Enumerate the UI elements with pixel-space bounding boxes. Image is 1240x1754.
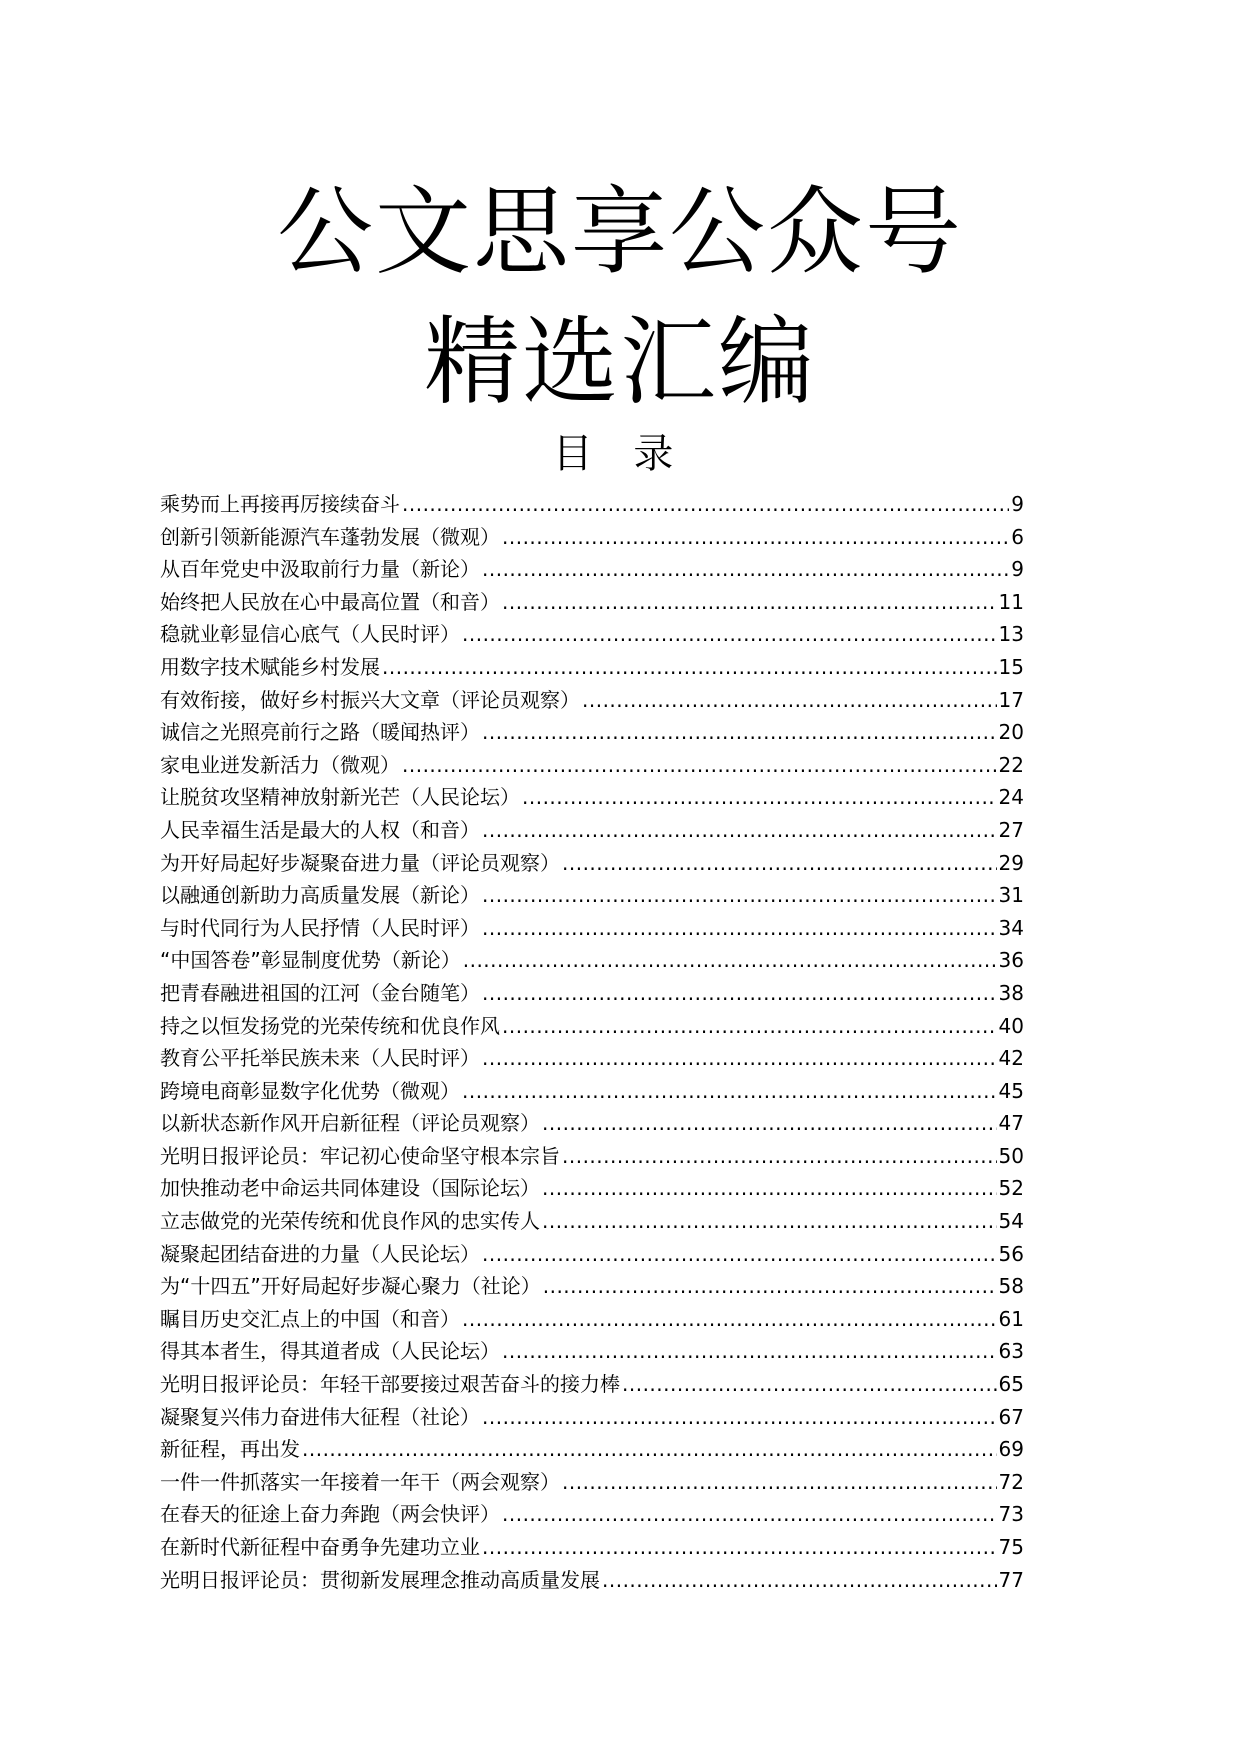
toc-entry[interactable] [160, 618, 1024, 651]
toc-page-number: 50 [998, 1143, 1024, 1168]
toc-dot-leader [562, 1140, 997, 1173]
toc-page-number: 9 [1011, 557, 1024, 582]
toc-page-number: 58 [998, 1274, 1024, 1299]
toc-dot-leader [482, 912, 997, 945]
toc-page-number: 61 [998, 1306, 1024, 1331]
toc-entry[interactable] [160, 749, 1024, 782]
toc-dot-leader [302, 1433, 997, 1466]
toc-entry[interactable] [160, 912, 1024, 945]
toc-entry[interactable] [160, 553, 1024, 586]
toc-entry-title: 光明日报评论员：年轻干部要接过艰苦奋斗的接力棒 [160, 1372, 620, 1397]
toc-entry[interactable] [160, 1531, 1024, 1564]
toc-dot-leader [462, 1303, 997, 1336]
toc-dot-leader [542, 1172, 997, 1205]
toc-entry-title: 教育公平托举民族未来（人民时评） [160, 1046, 480, 1071]
toc-entry-title: 凝聚复兴伟力奋进伟大征程（社论） [160, 1404, 480, 1429]
toc-page-number: 36 [998, 948, 1024, 973]
toc-entry-title: 瞩目历史交汇点上的中国（和音） [160, 1306, 460, 1331]
toc-dot-leader [482, 814, 997, 847]
toc-entry-title: 凝聚起团结奋进的力量（人民论坛） [160, 1241, 480, 1266]
toc-entry[interactable] [160, 1401, 1024, 1434]
toc-entry-title: 以融通创新助力高质量发展（新论） [160, 883, 480, 908]
toc-dot-leader [562, 847, 997, 880]
toc-page-number: 77 [998, 1567, 1024, 1592]
toc-page-number: 75 [998, 1535, 1024, 1559]
toc-page-number: 47 [998, 1111, 1024, 1136]
document-title-line-2: 精选汇编 [424, 306, 816, 418]
toc-dot-leader [482, 977, 997, 1010]
toc-entry-title: 持之以恒发扬党的光荣传统和优良作风 [160, 1013, 500, 1038]
toc-entry-title: 立志做党的光荣传统和优良作风的忠实传人 [160, 1209, 540, 1234]
toc-entry-title: 为开好局起好步凝聚奋进力量（评论员观察） [160, 850, 560, 875]
toc-entry[interactable] [160, 1107, 1024, 1140]
toc-entry-title: 家电业迸发新活力（微观） [160, 752, 400, 777]
toc-entry[interactable] [160, 847, 1024, 880]
toc-entry[interactable] [160, 944, 1024, 977]
toc-entry[interactable] [160, 651, 1024, 684]
toc-entry[interactable] [160, 1498, 1024, 1531]
toc-page-number: 22 [998, 752, 1024, 777]
toc-dot-leader [482, 879, 997, 912]
toc-entry[interactable] [160, 716, 1024, 749]
toc-entry-title: 乘势而上再接再厉接续奋斗 [160, 492, 400, 516]
toc-dot-leader [402, 749, 997, 782]
toc-page-number: 52 [998, 1176, 1024, 1201]
toc-entry[interactable] [160, 977, 1024, 1010]
toc-dot-leader [602, 1564, 997, 1597]
toc-entry-title: 诚信之光照亮前行之路（暖闻热评） [160, 720, 480, 745]
toc-page-number: 34 [998, 915, 1024, 940]
toc-entry[interactable] [160, 1238, 1024, 1271]
toc-entry[interactable] [160, 1466, 1024, 1499]
toc-page-number: 6 [1011, 524, 1024, 549]
toc-entry-title: 始终把人民放在心中最高位置（和音） [160, 589, 500, 614]
toc-entry[interactable] [160, 781, 1024, 814]
toc-page-number: 15 [998, 654, 1024, 679]
toc-dot-leader [402, 488, 1009, 521]
toc-page-number: 13 [998, 622, 1024, 647]
toc-entry[interactable] [160, 1140, 1024, 1173]
toc-dot-leader [543, 1270, 997, 1303]
toc-entry[interactable] [160, 1303, 1024, 1336]
toc-page-number: 42 [998, 1046, 1024, 1071]
toc-entry-title: 一件一件抓落实一年接着一年干（两会观察） [160, 1469, 560, 1494]
toc-page-number: 9 [1011, 492, 1024, 516]
toc-entry[interactable] [160, 1075, 1024, 1108]
toc-page-number: 20 [998, 720, 1024, 745]
toc-heading: 目 录 [552, 431, 688, 477]
toc-entry-title: 让脱贫攻坚精神放射新光芒（人民论坛） [160, 785, 520, 810]
toc-page-number: 27 [998, 817, 1024, 842]
toc-entry[interactable] [160, 1010, 1024, 1043]
toc-page-number: 63 [998, 1339, 1024, 1364]
toc-entry-title: 有效衔接，做好乡村振兴大文章（评论员观察） [160, 687, 580, 712]
toc-page-number: 11 [998, 589, 1024, 614]
toc-entry-title: 在新时代新征程中奋勇争先建功立业 [160, 1535, 480, 1559]
toc-dot-leader [502, 521, 1009, 554]
toc-dot-leader [382, 651, 997, 684]
toc-entry[interactable] [160, 521, 1024, 554]
toc-entry[interactable] [160, 1368, 1024, 1401]
toc-dot-leader [502, 1335, 997, 1368]
toc-entry-title: “中国答卷”彰显制度优势（新论） [160, 948, 461, 973]
toc-page-number: 29 [998, 850, 1024, 875]
toc-page-number: 45 [998, 1078, 1024, 1103]
toc-dot-leader [462, 1075, 997, 1108]
toc-page-number: 65 [998, 1372, 1024, 1397]
toc-page-number: 54 [998, 1209, 1024, 1234]
toc-entry-title: 创新引领新能源汽车蓬勃发展（微观） [160, 524, 500, 549]
toc-entry-title: 在春天的征途上奋力奔跑（两会快评） [160, 1502, 500, 1527]
toc-dot-leader [542, 1205, 997, 1238]
toc-entry-title: 稳就业彰显信心底气（人民时评） [160, 622, 460, 647]
toc-entry-title: 人民幸福生活是最大的人权（和音） [160, 817, 480, 842]
toc-entry-title: 新征程，再出发 [160, 1437, 300, 1462]
toc-page-number: 69 [998, 1437, 1024, 1462]
toc-page-number: 56 [998, 1241, 1024, 1266]
toc-page-number: 73 [998, 1502, 1024, 1527]
toc-entry-title: 为“十四五”开好局起好步凝心聚力（社论） [160, 1274, 541, 1299]
toc-entry-title: 把青春融进祖国的江河（金台随笔） [160, 980, 480, 1005]
table-of-contents [160, 488, 1024, 1596]
toc-entry-title: 得其本者生，得其道者成（人民论坛） [160, 1339, 500, 1364]
toc-entry[interactable] [160, 1270, 1024, 1303]
toc-entry[interactable] [160, 1433, 1024, 1466]
toc-dot-leader [502, 1010, 997, 1043]
toc-entry-title: 光明日报评论员：牢记初心使命坚守根本宗旨 [160, 1143, 560, 1168]
toc-entry[interactable] [160, 1564, 1024, 1597]
toc-page-number: 38 [998, 980, 1024, 1005]
toc-page-number: 17 [998, 687, 1024, 712]
toc-entry[interactable] [160, 1335, 1024, 1368]
toc-entry[interactable] [160, 814, 1024, 847]
toc-dot-leader [482, 1042, 997, 1075]
toc-entry-title: 跨境电商彰显数字化优势（微观） [160, 1078, 460, 1103]
toc-entry[interactable] [160, 684, 1024, 717]
toc-dot-leader [502, 1498, 997, 1531]
toc-page-number: 72 [998, 1469, 1024, 1494]
toc-dot-leader [582, 684, 997, 717]
toc-page-number: 31 [998, 883, 1024, 908]
toc-entry-title: 加快推动老中命运共同体建设（国际论坛） [160, 1176, 540, 1201]
toc-page-number: 67 [998, 1404, 1024, 1429]
toc-entry[interactable] [160, 1205, 1024, 1238]
toc-entry-title: 用数字技术赋能乡村发展 [160, 654, 380, 679]
toc-dot-leader [482, 553, 1009, 586]
toc-entry[interactable] [160, 1042, 1024, 1075]
toc-entry-title: 以新状态新作风开启新征程（评论员观察） [160, 1111, 540, 1136]
toc-page-number: 40 [998, 1013, 1024, 1038]
toc-dot-leader [542, 1107, 997, 1140]
toc-entry[interactable] [160, 1172, 1024, 1205]
toc-entry[interactable] [160, 879, 1024, 912]
toc-entry-title: 从百年党史中汲取前行力量（新论） [160, 557, 480, 582]
toc-dot-leader [463, 944, 997, 977]
toc-dot-leader [622, 1368, 997, 1401]
toc-entry[interactable] [160, 488, 1024, 521]
document-title-line-1: 公文思享公众号 [277, 176, 963, 288]
toc-dot-leader [502, 586, 997, 619]
toc-dot-leader [482, 1531, 997, 1564]
toc-entry-title: 与时代同行为人民抒情（人民时评） [160, 915, 480, 940]
toc-dot-leader [562, 1466, 997, 1499]
toc-dot-leader [522, 781, 997, 814]
toc-dot-leader [482, 1238, 997, 1271]
toc-dot-leader [482, 716, 997, 749]
toc-page-number: 24 [998, 785, 1024, 810]
toc-dot-leader [462, 618, 997, 651]
toc-entry-title: 光明日报评论员：贯彻新发展理念推动高质量发展 [160, 1567, 600, 1592]
toc-dot-leader [482, 1401, 997, 1434]
toc-entry[interactable] [160, 586, 1024, 619]
